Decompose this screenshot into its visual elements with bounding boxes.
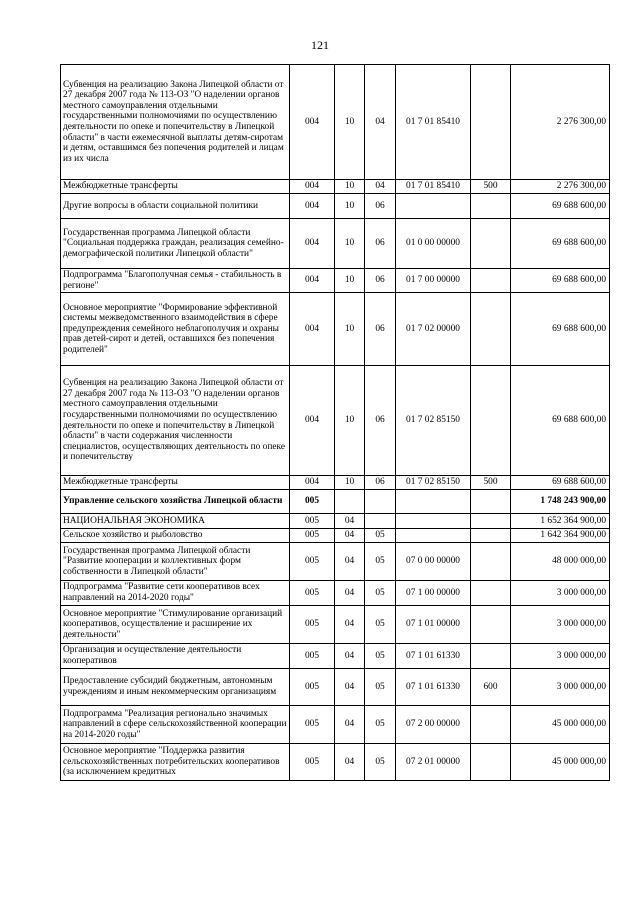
cell-target-article [396,194,471,219]
cell-amount: 1 748 243 900,00 [511,490,610,514]
table-row [61,219,610,269]
cell-expense-type [471,65,511,180]
row-name: Подпрограмма "Развитие сети кооперативов всех направлений на 2014-2020 годы" [61,581,290,606]
row-name: Управление сельского хозяйства Липецкой области [61,490,290,514]
cell-ministry: 005 [290,606,335,644]
row-name: Государственная программа Липецкой области "Социальная поддержка граждан, реализация семейно-демографической политики Липецкой области" [61,219,290,269]
cell-target-article: 01 7 02 00000 [396,293,471,366]
cell-expense-type: 500 [471,180,511,194]
row-name: Организация и осуществление деятельности кооперативов [61,644,290,669]
cell-target-article: 01 0 00 00000 [396,219,471,269]
cell-target-article: 01 7 01 85410 [396,65,471,180]
cell-expense-type [471,529,511,543]
cell-ministry: 004 [290,194,335,219]
cell-expense-type [471,543,511,581]
cell-ministry: 005 [290,543,335,581]
row-name: Межбюджетные трансферты [61,180,290,194]
cell-amount: 69 688 600,00 [511,219,610,269]
cell-ministry: 005 [290,490,335,514]
cell-target-article [396,490,471,514]
cell-amount: 69 688 600,00 [511,366,610,476]
cell-subsection: 06 [365,219,396,269]
cell-expense-type [471,644,511,669]
cell-section: 04 [335,514,365,529]
table-row [61,543,610,581]
cell-amount: 1 642 364 900,00 [511,529,610,543]
cell-subsection: 05 [365,644,396,669]
cell-target-article: 07 1 01 61330 [396,644,471,669]
cell-section: 10 [335,180,365,194]
table-row [61,490,610,514]
cell-ministry: 005 [290,669,335,706]
table-row [61,644,610,669]
cell-target-article: 07 1 01 61330 [396,669,471,706]
row-name: Основное мероприятие "Формирование эффективной системы межведомственного взаимодействия в сфере предупреждения семейного неблагополучия и охраны прав детей-сирот и детей, оставшихся без попечения родителей" [61,293,290,366]
cell-target-article [396,529,471,543]
cell-expense-type [471,744,511,781]
cell-target-article: 01 7 02 85150 [396,366,471,476]
cell-amount: 69 688 600,00 [511,476,610,490]
cell-ministry: 005 [290,514,335,529]
cell-amount: 69 688 600,00 [511,293,610,366]
budget-table [60,64,610,781]
cell-expense-type [471,194,511,219]
cell-section: 10 [335,219,365,269]
cell-section: 04 [335,529,365,543]
cell-target-article: 07 1 00 00000 [396,581,471,606]
cell-target-article [396,514,471,529]
cell-amount: 2 276 300,00 [511,180,610,194]
cell-section: 10 [335,293,365,366]
row-name: Основное мероприятие "Стимулирование организаций кооперативов, осуществление и расширение их деятельности" [61,606,290,644]
cell-subsection [365,490,396,514]
cell-ministry: 004 [290,476,335,490]
cell-amount: 69 688 600,00 [511,194,610,219]
cell-amount: 3 000 000,00 [511,669,610,706]
cell-subsection: 06 [365,269,396,293]
table-row [61,606,610,644]
cell-subsection: 06 [365,476,396,490]
cell-subsection: 06 [365,194,396,219]
table-row [61,180,610,194]
cell-subsection: 05 [365,581,396,606]
table-row [61,744,610,781]
cell-subsection [365,514,396,529]
cell-amount: 45 000 000,00 [511,706,610,744]
cell-ministry: 004 [290,219,335,269]
cell-expense-type [471,269,511,293]
cell-amount: 3 000 000,00 [511,606,610,644]
cell-expense-type [471,490,511,514]
table-row [61,706,610,744]
cell-subsection: 04 [365,65,396,180]
cell-section: 04 [335,669,365,706]
cell-section [335,490,365,514]
cell-ministry: 005 [290,706,335,744]
cell-subsection: 05 [365,706,396,744]
page-number: 121 [311,38,329,52]
cell-expense-type [471,606,511,644]
cell-subsection: 06 [365,293,396,366]
cell-ministry: 005 [290,581,335,606]
cell-ministry: 005 [290,529,335,543]
cell-section: 10 [335,269,365,293]
row-name: Подпрограмма "Благополучная семья - стабильность в регионе" [61,269,290,293]
cell-expense-type [471,219,511,269]
cell-target-article: 01 7 01 85410 [396,180,471,194]
cell-target-article: 07 1 01 00000 [396,606,471,644]
cell-target-article: 07 2 00 00000 [396,706,471,744]
table-row [61,669,610,706]
cell-section: 10 [335,65,365,180]
row-name: Межбюджетные трансферты [61,476,290,490]
cell-expense-type: 600 [471,669,511,706]
row-name: Сельское хозяйство и рыболовство [61,529,290,543]
cell-subsection: 05 [365,669,396,706]
cell-ministry: 004 [290,293,335,366]
cell-target-article: 07 0 00 00000 [396,543,471,581]
cell-ministry: 004 [290,269,335,293]
cell-expense-type: 500 [471,476,511,490]
table-row [61,581,610,606]
cell-subsection: 04 [365,180,396,194]
cell-amount: 48 000 000,00 [511,543,610,581]
row-name: НАЦИОНАЛЬНАЯ ЭКОНОМИКА [61,514,290,529]
table-row [61,476,610,490]
table-row [61,514,610,529]
cell-section: 04 [335,543,365,581]
table-row [61,269,610,293]
row-name: Другие вопросы в области социальной политики [61,194,290,219]
cell-subsection: 05 [365,529,396,543]
cell-subsection: 05 [365,606,396,644]
cell-expense-type [471,293,511,366]
cell-section: 10 [335,194,365,219]
cell-subsection: 05 [365,543,396,581]
cell-section: 04 [335,706,365,744]
cell-target-article: 01 7 00 00000 [396,269,471,293]
row-name: Субвенция на реализацию Закона Липецкой области от 27 декабря 2007 года № 113-ОЗ "О наделении органов местного самоуправления отдельными государственными полномочиями по осуществлению деятельности по опеке и попечительству в Липецкой области" в части ежемесячной выплаты детям-сиротам и детям, оставшимся без попечения родителей и лицам из их числа [61,65,290,180]
cell-amount: 3 000 000,00 [511,581,610,606]
cell-section: 04 [335,644,365,669]
cell-amount: 1 652 364 900,00 [511,514,610,529]
cell-amount: 3 000 000,00 [511,644,610,669]
cell-expense-type [471,581,511,606]
cell-section: 04 [335,744,365,781]
row-name: Основное мероприятие "Поддержка развития сельскохозяйственных потребительских кооперативов (за исключением кредитных [61,744,290,781]
table-row [61,529,610,543]
cell-section: 04 [335,581,365,606]
cell-ministry: 004 [290,65,335,180]
table-row [61,293,610,366]
table-row [61,194,610,219]
cell-subsection: 05 [365,744,396,781]
cell-ministry: 005 [290,744,335,781]
cell-ministry: 005 [290,644,335,669]
row-name: Государственная программа Липецкой области "Развитие кооперации и коллективных форм собственности в Липецкой области" [61,543,290,581]
cell-expense-type [471,706,511,744]
cell-ministry: 004 [290,180,335,194]
cell-section: 04 [335,606,365,644]
cell-expense-type [471,514,511,529]
table-row [61,366,610,476]
cell-amount: 2 276 300,00 [511,65,610,180]
row-name: Субвенция на реализацию Закона Липецкой области от 27 декабря 2007 года № 113-ОЗ "О наделении органов местного самоуправления отдельными государственными полномочиями по осуществлению деятельности по опеке и попечительству в Липецкой области" в части содержания численности специалистов, осуществляющих деятельность по опеке и попечительству [61,366,290,476]
cell-ministry: 004 [290,366,335,476]
cell-target-article: 07 2 01 00000 [396,744,471,781]
cell-subsection: 06 [365,366,396,476]
cell-section: 10 [335,476,365,490]
cell-section: 10 [335,366,365,476]
cell-target-article: 01 7 02 85150 [396,476,471,490]
cell-amount: 69 688 600,00 [511,269,610,293]
cell-expense-type [471,366,511,476]
table-row [61,65,610,180]
row-name: Подпрограмма "Реализация регионально значимых направлений в сфере сельскохозяйственной кооперации на 2014-2020 годы" [61,706,290,744]
row-name: Предоставление субсидий бюджетным, автономным учреждениям и иным некоммерческим организациям [61,669,290,706]
cell-amount: 45 000 000,00 [511,744,610,781]
